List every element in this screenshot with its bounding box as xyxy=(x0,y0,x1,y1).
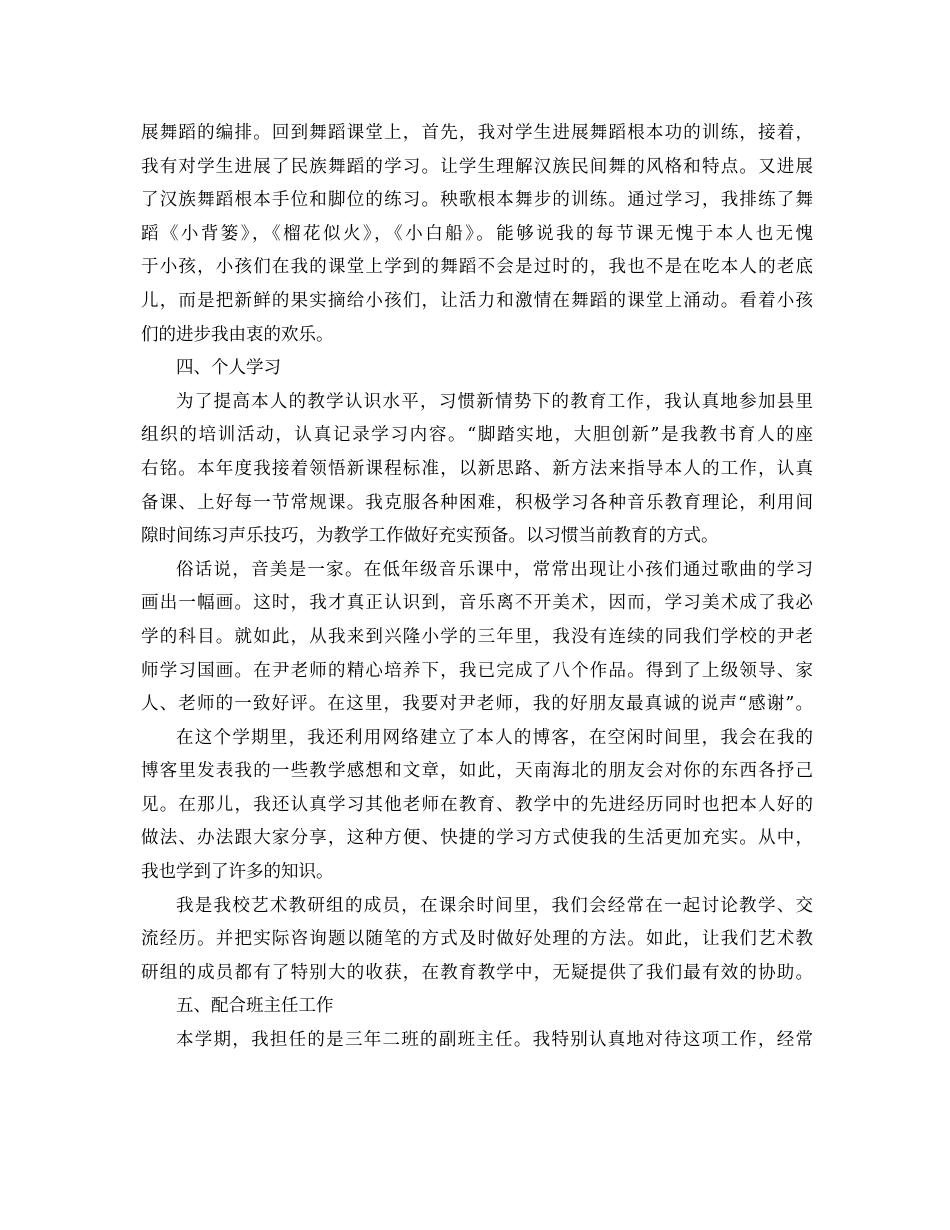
text-line: 见。在那儿，我还认真学习其他老师在教育、教学中的先进经历同时也把本人好的 xyxy=(141,794,813,815)
text-line: 流经历。并把实际咨询题以随笔的方式及时做好处理的方法。如此，让我们艺术教 xyxy=(141,929,813,950)
text-line: 博客里发表我的一些教学感想和文章，如此，天南海北的朋友会对你的东西各抒己 xyxy=(141,761,813,782)
text-line: 儿，而是把新鲜的果实摘给小孩们，让活力和激情在舞蹈的课堂上涌动。看着小孩 xyxy=(141,290,813,311)
document-body xyxy=(141,117,813,1058)
text-line: 们的进步我由衷的欢乐。 xyxy=(141,324,334,345)
text-line: 我有对学生进展了民族舞蹈的学习。让学生理解汉族民间舞的风格和特点。又进展 xyxy=(141,156,813,177)
text-line: 在这个学期里，我还利用网络建立了本人的博客，在空闲时间里，我会在我的 xyxy=(176,727,813,748)
text-line: 做法、办法跟大家分享，这种方便、快捷的学习方式使我的生活更加充实。从中， xyxy=(141,828,813,849)
text-line: 研组的成员都有了特别大的收获，在教育教学中，无疑提供了我们最有效的协助。 xyxy=(141,962,813,983)
text-line: 师学习国画。在尹老师的精心培养下，我已完成了八个作品。得到了上级领导、家 xyxy=(141,660,813,681)
text-line: 我也学到了许多的知识。 xyxy=(141,862,334,883)
text-line: 隙时间练习声乐技巧，为教学工作做好充实预备。以习惯当前教育的方式。 xyxy=(141,526,719,547)
text-line: 俗话说，音美是一家。在低年级音乐课中，常常出现让小孩们通过歌曲的学习 xyxy=(176,559,813,580)
section-heading: 四、个人学习 xyxy=(176,358,281,379)
text-line: 展舞蹈的编排。回到舞蹈课堂上，首先，我对学生进展舞蹈根本功的训练，接着， xyxy=(141,123,813,143)
text-line: 蹈《小背篓》，《榴花似火》，《小白船》。能够说我的每节课无愧于本人也无愧 xyxy=(141,223,813,244)
text-line: 为了提高本人的教学认识水平，习惯新情势下的教育工作，我认真地参加县里 xyxy=(176,391,813,412)
text-line: 画出一幅画。这时，我才真正认识到，音乐离不开美术，因而，学习美术成了我必 xyxy=(141,593,813,614)
section-heading: 五、配合班主任工作 xyxy=(176,996,334,1017)
text-line: 我是我校艺术教研组的成员，在课余时间里，我们会经常在一起讨论教学、交 xyxy=(176,895,813,916)
text-line: 右铭。本年度我接着领悟新课程标准，以新思路、新方法来指导本人的工作，认真 xyxy=(141,458,813,479)
text-line: 了汉族舞蹈根本手位和脚位的练习。秧歌根本舞步的训练。通过学习，我排练了舞 xyxy=(141,190,813,211)
text-line: 人、老师的一致好评。在这里，我要对尹老师，我的好朋友最真诚的说声“感谢”。 xyxy=(141,694,813,715)
text-line: 备课、上好每一节常规课。我克服各种困难，积极学习各种音乐教育理论，利用间 xyxy=(141,492,813,513)
text-line: 组织的培训活动，认真记录学习内容。“脚踏实地，大胆创新”是我教书育人的座 xyxy=(141,425,813,446)
text-line: 学的科目。就如此，从我来到兴隆小学的三年里，我没有连续的同我们学校的尹老 xyxy=(141,626,813,647)
text-line: 本学期，我担任的是三年二班的副班主任。我特别认真地对待这项工作，经常 xyxy=(176,1030,813,1051)
text-line: 于小孩，小孩们在我的课堂上学到的舞蹈不会是过时的，我也不是在吃本人的老底 xyxy=(141,257,813,278)
